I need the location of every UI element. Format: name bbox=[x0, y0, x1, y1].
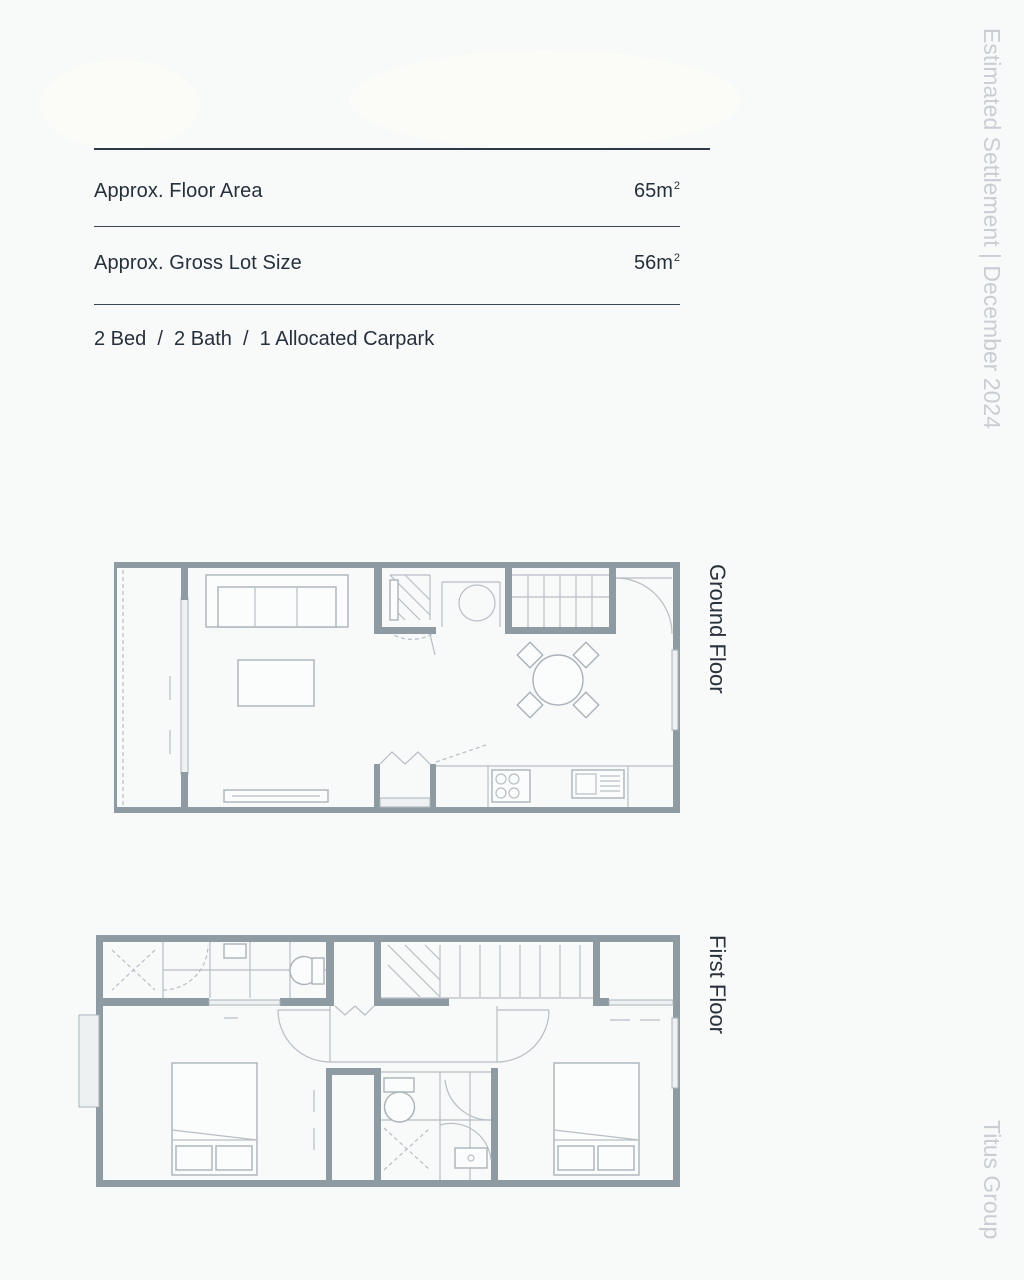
floor-area-label: Approx. Floor Area bbox=[94, 180, 263, 202]
lot-size-value: $56m^2$ bbox=[633, 252, 680, 274]
brand-text: Titus Group bbox=[979, 1120, 1005, 1240]
ground-floor-label: Ground Floor bbox=[705, 564, 730, 694]
bed-bath-summary: 2 Bed / 2 Bath / 1 Allocated Carpark bbox=[94, 328, 435, 350]
settlement-text: Estimated Settlement | December 2024 bbox=[979, 28, 1005, 430]
lot-size-label: Approx. Gross Lot Size bbox=[94, 252, 302, 274]
floor-area-value: $65m^2$ bbox=[633, 180, 680, 202]
first-floor-label: First Floor bbox=[705, 935, 730, 1034]
